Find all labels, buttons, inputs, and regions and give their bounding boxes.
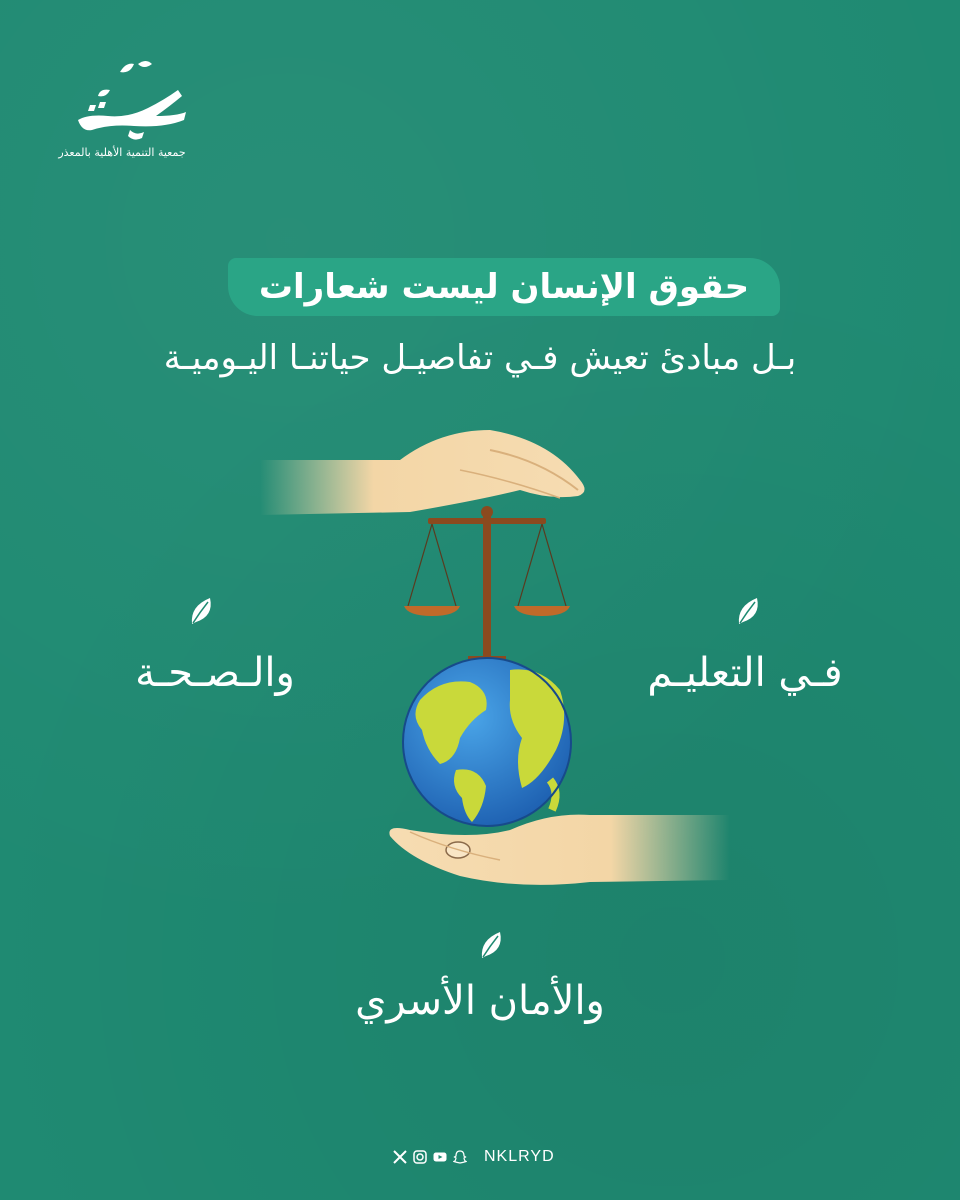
globe: [403, 658, 571, 826]
instagram-icon[interactable]: [412, 1149, 428, 1165]
page-title: حقوق الإنسان ليست شعارات: [258, 267, 750, 307]
top-hand: [260, 430, 585, 515]
x-icon[interactable]: [392, 1149, 408, 1165]
subtitle: بـل مبادئ تعيش فـي تفاصيـل حياتنـا اليـوميـة: [163, 338, 797, 378]
scales-of-justice: [404, 506, 570, 666]
leaf-icon: [188, 596, 214, 626]
logo-subtitle: جمعية التنمية الأهلية بالمعذر: [58, 146, 186, 159]
justice-globe-illustration: [260, 420, 730, 910]
youtube-icon[interactable]: [432, 1149, 448, 1165]
social-handle: NKLRYD: [484, 1148, 555, 1165]
social-footer: [392, 1145, 555, 1169]
title-banner: [228, 258, 780, 316]
leaf-icon: [735, 596, 761, 626]
bottom-hand: [389, 815, 730, 885]
label-education: فـي التعليـم: [647, 650, 843, 696]
label-family-safety: والأمان الأسري: [355, 978, 605, 1024]
leaf-icon: [478, 930, 504, 960]
snapchat-icon[interactable]: [452, 1149, 468, 1165]
label-health: والـصـحـة: [135, 650, 295, 696]
